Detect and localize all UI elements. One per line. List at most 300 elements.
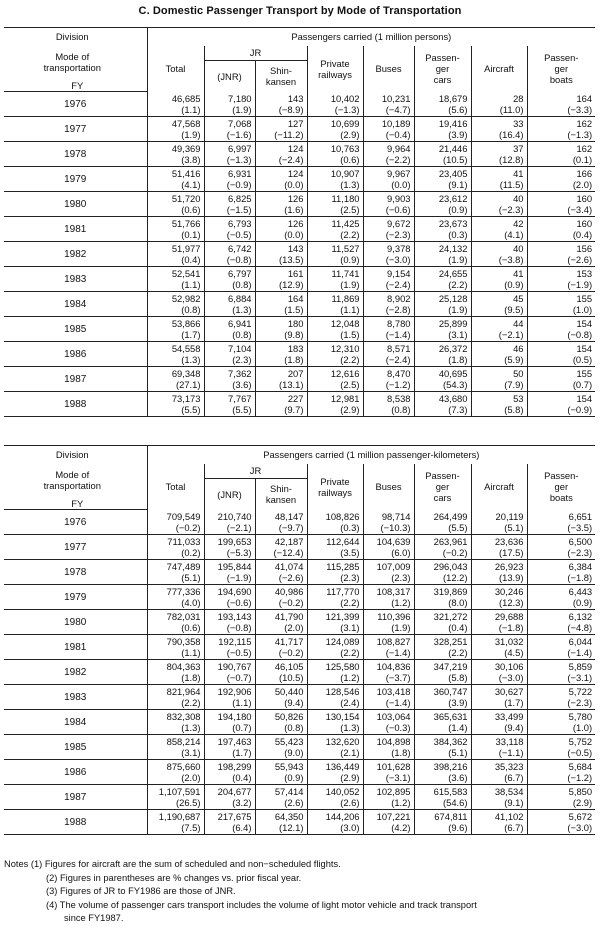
value: 804,363 bbox=[166, 661, 201, 672]
percent-change: (6.0) bbox=[391, 547, 411, 558]
value: 674,811 bbox=[434, 811, 468, 822]
percent-change: (16.4) bbox=[499, 129, 524, 140]
buses-cell bbox=[363, 167, 414, 192]
fy-cell: 1980 bbox=[4, 610, 147, 635]
percent-change: (1.7) bbox=[504, 697, 524, 708]
value: 365,631 bbox=[433, 711, 468, 722]
percent-change: (9.6) bbox=[448, 822, 468, 833]
table-row bbox=[4, 92, 595, 117]
percent-change: (−1.3) bbox=[334, 103, 360, 115]
value: 53,866 bbox=[171, 318, 201, 329]
percent-change: (10.5) bbox=[279, 672, 304, 683]
private-railways-cell bbox=[307, 660, 363, 685]
percent-change: (4.1) bbox=[504, 229, 524, 240]
aircraft-cell bbox=[471, 317, 527, 342]
shinkansen-cell bbox=[255, 810, 307, 835]
aircraft-cell bbox=[471, 392, 527, 417]
buses-cell bbox=[363, 192, 414, 217]
value: 5,859 bbox=[568, 661, 593, 672]
value: 154 bbox=[576, 318, 593, 329]
private-railways-cell bbox=[307, 367, 363, 392]
value: 125,580 bbox=[325, 661, 360, 672]
percent-change: (−0.5) bbox=[226, 229, 252, 240]
percent-change: (1.8) bbox=[448, 354, 468, 365]
division-header: Division bbox=[4, 446, 147, 464]
passenger-cars-cell bbox=[414, 292, 471, 317]
aircraft-cell bbox=[471, 242, 527, 267]
buses-cell bbox=[363, 735, 414, 760]
value: 155 bbox=[576, 293, 593, 304]
value: 6,132 bbox=[568, 611, 593, 622]
value: 164 bbox=[287, 293, 304, 304]
value: 10,763 bbox=[330, 143, 360, 154]
private-railways-cell bbox=[307, 92, 363, 117]
value: 154 bbox=[576, 393, 593, 404]
percent-change: (0.6) bbox=[181, 622, 201, 633]
passenger-cars-cell bbox=[414, 585, 471, 610]
private-railways-cell bbox=[307, 560, 363, 585]
percent-change: (0.4) bbox=[181, 254, 201, 265]
private-railways-cell bbox=[307, 685, 363, 710]
percent-change: (1.8) bbox=[391, 747, 411, 758]
value: 161 bbox=[287, 268, 304, 279]
buses-cell bbox=[363, 317, 414, 342]
percent-change: (1.3) bbox=[181, 354, 201, 365]
value: 10,231 bbox=[381, 92, 411, 104]
total-cell bbox=[147, 510, 204, 535]
table-row bbox=[4, 560, 595, 585]
percent-change: (1.7) bbox=[232, 747, 252, 758]
value: 321,272 bbox=[433, 611, 468, 622]
buses-cell bbox=[363, 92, 414, 117]
percent-change: (0.5) bbox=[572, 354, 593, 365]
percent-change: (1.7) bbox=[181, 329, 201, 340]
private-railways-cell bbox=[307, 242, 363, 267]
passenger-cars-cell bbox=[414, 610, 471, 635]
jnr-cell bbox=[204, 342, 255, 367]
percent-change: (−2.4) bbox=[385, 354, 411, 365]
private-railways-cell bbox=[307, 142, 363, 167]
percent-change: (−2.3) bbox=[567, 697, 593, 708]
value: 8,470 bbox=[387, 368, 411, 379]
percent-change: (8.0) bbox=[448, 597, 468, 608]
value: 384,362 bbox=[433, 736, 468, 747]
value: 6,825 bbox=[228, 193, 252, 204]
passenger-cars-cell bbox=[414, 535, 471, 560]
percent-change: (2.2) bbox=[448, 279, 468, 290]
value: 140,052 bbox=[325, 786, 360, 797]
private-railways-cell bbox=[307, 785, 363, 810]
total-cell bbox=[147, 735, 204, 760]
passenger-cars-cell bbox=[414, 392, 471, 417]
jnr-cell bbox=[204, 660, 255, 685]
fy-cell: 1985 bbox=[4, 317, 147, 342]
value: 25,899 bbox=[438, 318, 468, 329]
page-title: C. Domestic Passenger Transport by Mode of Transportation bbox=[138, 5, 462, 17]
passenger-cars-cell bbox=[414, 685, 471, 710]
percent-change: (−0.4) bbox=[385, 129, 411, 140]
fy-header: FY bbox=[4, 497, 147, 510]
table-row bbox=[4, 217, 595, 242]
value: 10,402 bbox=[330, 92, 360, 104]
table-row bbox=[4, 292, 595, 317]
buses-cell bbox=[363, 760, 414, 785]
fy-cell: 1976 bbox=[4, 92, 147, 117]
group-title: Passengers carried (1 million persons) bbox=[147, 28, 595, 46]
shinkansen-cell bbox=[255, 242, 307, 267]
value: 28 bbox=[513, 92, 524, 104]
percent-change: (10.5) bbox=[443, 154, 468, 165]
percent-change: (−3.8) bbox=[498, 254, 524, 265]
private-railways-cell bbox=[307, 117, 363, 142]
percent-change: (11.0) bbox=[499, 103, 524, 115]
passenger-boats-cell bbox=[527, 785, 595, 810]
buses-cell bbox=[363, 810, 414, 835]
value: 51,720 bbox=[171, 193, 201, 204]
value: 264,499 bbox=[433, 510, 468, 522]
aircraft-cell bbox=[471, 560, 527, 585]
private-railways-cell bbox=[307, 392, 363, 417]
percent-change: (−3.0) bbox=[567, 822, 593, 833]
jnr-cell bbox=[204, 317, 255, 342]
total-cell bbox=[147, 685, 204, 710]
jnr-cell bbox=[204, 810, 255, 835]
passenger-cars-cell bbox=[414, 142, 471, 167]
percent-change: (3.9) bbox=[448, 129, 468, 140]
value: 21,446 bbox=[438, 143, 468, 154]
shinkansen-cell bbox=[255, 392, 307, 417]
value: 30,106 bbox=[494, 661, 524, 672]
percent-change: (−4.8) bbox=[567, 622, 593, 633]
percent-change: (5.1) bbox=[448, 747, 468, 758]
percent-change: (−8.9) bbox=[278, 103, 304, 115]
aircraft-cell bbox=[471, 142, 527, 167]
private-railways-cell bbox=[307, 317, 363, 342]
percent-change: (1.4) bbox=[448, 722, 468, 733]
value: 101,628 bbox=[376, 761, 411, 772]
percent-change: (9.5) bbox=[504, 304, 524, 315]
value: 104,639 bbox=[376, 536, 411, 547]
value: 9,964 bbox=[387, 143, 411, 154]
value: 12,310 bbox=[330, 343, 360, 354]
jnr-header: (JNR) bbox=[204, 61, 255, 92]
fy-cell: 1978 bbox=[4, 560, 147, 585]
buses-header: Buses bbox=[363, 46, 414, 92]
percent-change: (2.3) bbox=[232, 354, 252, 365]
jnr-cell bbox=[204, 560, 255, 585]
jnr-cell bbox=[204, 785, 255, 810]
table-row bbox=[4, 735, 595, 760]
jnr-cell bbox=[204, 192, 255, 217]
aircraft-cell bbox=[471, 660, 527, 685]
percent-change: (0.6) bbox=[340, 154, 360, 165]
percent-change: (3.6) bbox=[448, 772, 468, 783]
aircraft-cell bbox=[471, 685, 527, 710]
percent-change: (−1.9) bbox=[567, 279, 593, 290]
aircraft-cell bbox=[471, 710, 527, 735]
percent-change: (6.4) bbox=[232, 822, 252, 833]
percent-change: (1.3) bbox=[181, 722, 201, 733]
value: 164 bbox=[576, 92, 593, 104]
value: 194,690 bbox=[217, 586, 252, 597]
value: 25,128 bbox=[438, 293, 468, 304]
value: 40,695 bbox=[438, 368, 468, 379]
value: 23,405 bbox=[438, 168, 468, 179]
value: 20,119 bbox=[495, 510, 524, 522]
percent-change: (0.4) bbox=[572, 229, 593, 240]
value: 227 bbox=[287, 393, 304, 404]
total-cell bbox=[147, 610, 204, 635]
passenger-boats-cell bbox=[527, 760, 595, 785]
value: 98,714 bbox=[381, 510, 411, 522]
buses-cell bbox=[363, 142, 414, 167]
passenger-cars-cell bbox=[414, 710, 471, 735]
shinkansen-header: Shin- kansen bbox=[255, 61, 307, 92]
value: 136,449 bbox=[325, 761, 360, 772]
table-row bbox=[4, 317, 595, 342]
percent-change: (−1.4) bbox=[385, 647, 411, 658]
fy-cell: 1981 bbox=[4, 217, 147, 242]
value: 6,997 bbox=[228, 143, 252, 154]
value: 112,644 bbox=[326, 536, 360, 547]
percent-change: (−12.4) bbox=[273, 547, 304, 558]
fy-cell: 1986 bbox=[4, 760, 147, 785]
jnr-cell bbox=[204, 167, 255, 192]
passenger-cars-cell bbox=[414, 267, 471, 292]
private-railways-cell bbox=[307, 510, 363, 535]
persons-table bbox=[4, 27, 595, 417]
buses-cell bbox=[363, 267, 414, 292]
percent-change: (3.0) bbox=[340, 822, 360, 833]
passenger-boats-cell bbox=[527, 710, 595, 735]
value: 154 bbox=[576, 343, 593, 354]
mode-header: Mode of transportation bbox=[43, 469, 101, 491]
value: 38,534 bbox=[494, 786, 524, 797]
value: 46,685 bbox=[171, 92, 201, 104]
value: 33,499 bbox=[494, 711, 524, 722]
passenger-boats-cell bbox=[527, 167, 595, 192]
jnr-cell bbox=[204, 217, 255, 242]
passenger-boats-cell bbox=[527, 685, 595, 710]
value: 7,767 bbox=[228, 393, 252, 404]
passenger-km-table bbox=[4, 445, 595, 835]
passenger-boats-cell bbox=[527, 217, 595, 242]
percent-change: (3.1) bbox=[340, 622, 360, 633]
value: 41,790 bbox=[274, 611, 304, 622]
value: 10,189 bbox=[381, 118, 411, 129]
percent-change: (3.1) bbox=[448, 329, 468, 340]
value: 9,672 bbox=[387, 218, 411, 229]
value: 40 bbox=[513, 243, 524, 254]
value: 217,675 bbox=[217, 811, 252, 822]
passenger-cars-cell bbox=[414, 785, 471, 810]
mode-header: Mode of transportation bbox=[43, 51, 101, 73]
shinkansen-cell bbox=[255, 142, 307, 167]
percent-change: (−1.4) bbox=[567, 647, 593, 658]
passenger-cars-cell bbox=[414, 735, 471, 760]
shinkansen-cell bbox=[255, 560, 307, 585]
value: 398,216 bbox=[433, 761, 468, 772]
total-header: Total bbox=[147, 46, 204, 92]
jnr-cell bbox=[204, 585, 255, 610]
total-cell bbox=[147, 342, 204, 367]
value: 45 bbox=[513, 293, 524, 304]
value: 41,717 bbox=[274, 636, 304, 647]
value: 296,043 bbox=[433, 561, 468, 572]
fy-cell: 1988 bbox=[4, 810, 147, 835]
percent-change: (−3.0) bbox=[385, 254, 411, 265]
value: 11,869 bbox=[331, 293, 360, 304]
value: 190,767 bbox=[217, 661, 252, 672]
value: 1,190,687 bbox=[158, 811, 201, 822]
buses-cell bbox=[363, 585, 414, 610]
passenger-boats-cell bbox=[527, 535, 595, 560]
percent-change: (−2.3) bbox=[567, 547, 593, 558]
buses-header: Buses bbox=[363, 464, 414, 510]
table-row bbox=[4, 242, 595, 267]
percent-change: (3.8) bbox=[181, 154, 201, 165]
percent-change: (0.8) bbox=[284, 722, 304, 733]
passenger-boats-header: Passen- ger boats bbox=[527, 464, 595, 510]
percent-change: (−2.2) bbox=[385, 154, 411, 165]
value: 55,943 bbox=[274, 761, 304, 772]
private-railways-cell bbox=[307, 760, 363, 785]
fy-cell: 1984 bbox=[4, 292, 147, 317]
value: 23,673 bbox=[438, 218, 468, 229]
shinkansen-cell bbox=[255, 267, 307, 292]
percent-change: (−0.7) bbox=[226, 672, 252, 683]
table-row bbox=[4, 535, 595, 560]
buses-cell bbox=[363, 242, 414, 267]
value: 709,549 bbox=[166, 510, 201, 522]
value: 26,372 bbox=[438, 343, 468, 354]
fy-cell: 1983 bbox=[4, 267, 147, 292]
value: 198,299 bbox=[217, 761, 252, 772]
percent-change: (0.8) bbox=[391, 404, 411, 415]
total-cell bbox=[147, 267, 204, 292]
percent-change: (2.9) bbox=[340, 772, 360, 783]
total-cell bbox=[147, 660, 204, 685]
value: 6,044 bbox=[568, 636, 593, 647]
value: 54,558 bbox=[171, 343, 201, 354]
value: 108,827 bbox=[376, 636, 411, 647]
percent-change: (−1.3) bbox=[226, 154, 252, 165]
total-cell bbox=[147, 292, 204, 317]
percent-change: (2.2) bbox=[340, 597, 360, 608]
percent-change: (−2.6) bbox=[278, 572, 304, 583]
value: 875,660 bbox=[166, 761, 201, 772]
percent-change: (−0.8) bbox=[567, 329, 593, 340]
value: 328,251 bbox=[433, 636, 468, 647]
percent-change: (6.7) bbox=[504, 822, 524, 833]
value: 204,677 bbox=[217, 786, 252, 797]
value: 199,653 bbox=[217, 536, 252, 547]
percent-change: (9.0) bbox=[284, 747, 304, 758]
percent-change: (9.8) bbox=[284, 329, 304, 340]
total-cell bbox=[147, 167, 204, 192]
percent-change: (0.4) bbox=[232, 772, 252, 783]
value: 30,627 bbox=[494, 686, 524, 697]
value: 5,850 bbox=[568, 786, 593, 797]
private-railways-cell bbox=[307, 167, 363, 192]
value: 29,688 bbox=[494, 611, 524, 622]
value: 6,797 bbox=[228, 268, 252, 279]
shinkansen-header: Shin- kansen bbox=[255, 479, 307, 510]
jnr-cell bbox=[204, 267, 255, 292]
value: 711,033 bbox=[167, 536, 201, 547]
value: 6,793 bbox=[228, 218, 252, 229]
value: 41,102 bbox=[494, 811, 524, 822]
passenger-boats-header: Passen- ger boats bbox=[527, 46, 595, 92]
percent-change: (−0.3) bbox=[385, 722, 411, 733]
value: 7,104 bbox=[228, 343, 252, 354]
percent-change: (1.9) bbox=[181, 129, 201, 140]
percent-change: (0.6) bbox=[181, 204, 201, 215]
value: 5,672 bbox=[568, 811, 593, 822]
value: 319,869 bbox=[433, 586, 468, 597]
percent-change: (−2.6) bbox=[567, 254, 593, 265]
passenger-boats-cell bbox=[527, 317, 595, 342]
passenger-cars-cell bbox=[414, 660, 471, 685]
private-railways-cell bbox=[307, 585, 363, 610]
value: 210,740 bbox=[217, 510, 252, 522]
percent-change: (5.8) bbox=[504, 404, 524, 415]
total-cell bbox=[147, 367, 204, 392]
passenger-cars-cell bbox=[414, 560, 471, 585]
value: 35,323 bbox=[494, 761, 524, 772]
buses-cell bbox=[363, 392, 414, 417]
percent-change: (13.9) bbox=[499, 572, 524, 583]
passenger-cars-header: Passen- ger cars bbox=[414, 46, 471, 92]
percent-change: (−0.6) bbox=[226, 597, 252, 608]
private-railways-header: Private railways bbox=[307, 46, 363, 92]
percent-change: (9.1) bbox=[448, 179, 468, 190]
percent-change: (0.8) bbox=[232, 279, 252, 290]
buses-cell bbox=[363, 685, 414, 710]
table-row bbox=[4, 142, 595, 167]
aircraft-cell bbox=[471, 367, 527, 392]
aircraft-cell bbox=[471, 117, 527, 142]
value: 31,032 bbox=[494, 636, 524, 647]
buses-cell bbox=[363, 217, 414, 242]
fy-cell: 1983 bbox=[4, 685, 147, 710]
percent-change: (−0.8) bbox=[226, 254, 252, 265]
private-railways-cell bbox=[307, 267, 363, 292]
percent-change: (1.9) bbox=[232, 103, 252, 115]
value: 12,616 bbox=[330, 368, 360, 379]
value: 41 bbox=[513, 168, 524, 179]
percent-change: (1.1) bbox=[181, 279, 201, 290]
percent-change: (9.4) bbox=[504, 722, 524, 733]
value: 9,903 bbox=[387, 193, 411, 204]
value: 37 bbox=[513, 143, 524, 154]
percent-change: (2.6) bbox=[340, 797, 360, 808]
percent-change: (−0.8) bbox=[226, 622, 252, 633]
value: 43,680 bbox=[438, 393, 468, 404]
shinkansen-cell bbox=[255, 585, 307, 610]
passenger-cars-cell bbox=[414, 342, 471, 367]
percent-change: (5.1) bbox=[181, 572, 201, 583]
buses-cell bbox=[363, 117, 414, 142]
value: 5,752 bbox=[568, 736, 593, 747]
value: 11,741 bbox=[331, 268, 360, 279]
value: 42,187 bbox=[274, 536, 304, 547]
value: 11,527 bbox=[331, 243, 360, 254]
percent-change: (−2.3) bbox=[385, 229, 411, 240]
percent-change: (1.2) bbox=[391, 797, 411, 808]
percent-change: (2.9) bbox=[572, 797, 593, 808]
table-row bbox=[4, 710, 595, 735]
